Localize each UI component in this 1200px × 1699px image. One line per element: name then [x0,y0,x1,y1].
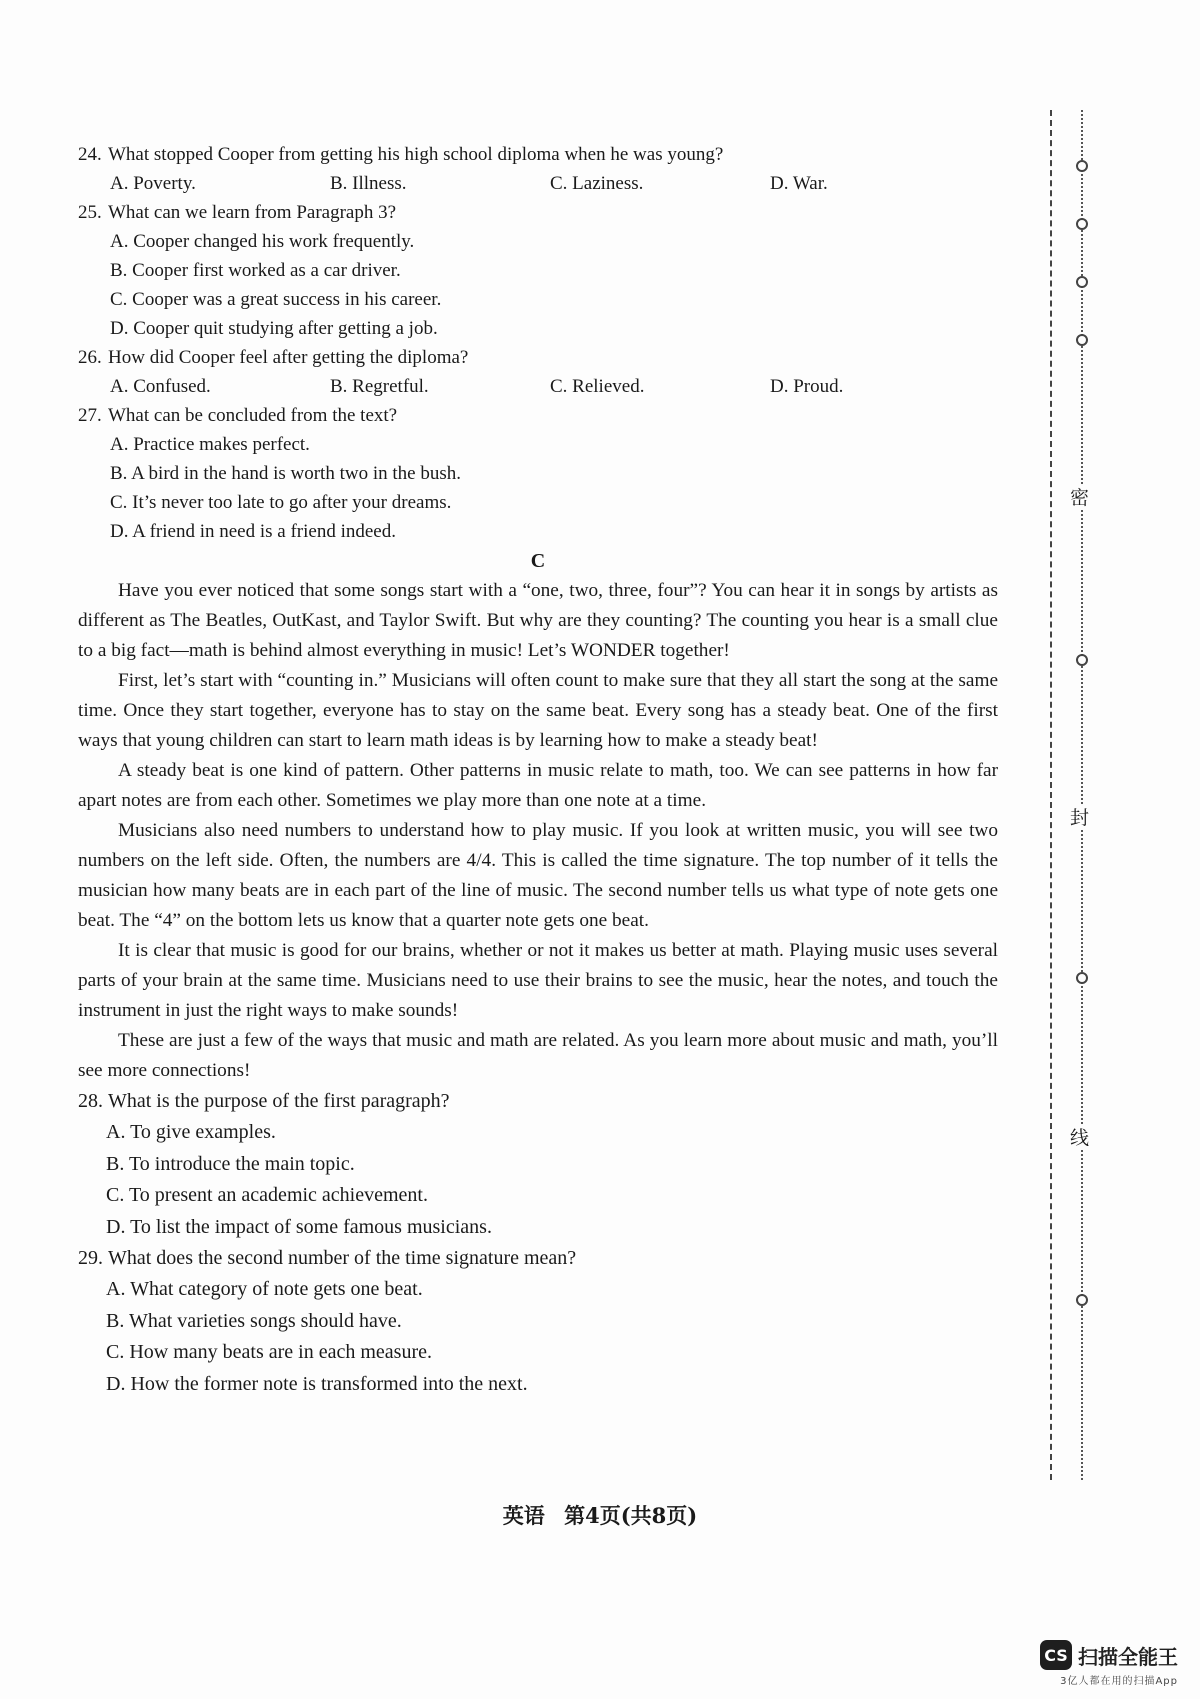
passage-paragraph: Musicians also need numbers to understand how to play music. If you look at written music, you will see two numbers on the left side. Often, the numbers are 4/4. This is called the time signature. The top number of it tells the musician how many beats are in each part of the line of music. The second number tells us what type of note gets one beat. The “4” on the bottom lets us know that a quarter note gets one beat. [78,820,998,931]
watermark-row [1040,1640,1178,1670]
option-d: D. How the former note is transformed into the next. [106,1372,528,1395]
binding-hole-icon [1076,160,1088,172]
question-stem [78,343,998,372]
option-c: C. Laziness. [550,173,644,194]
question-number: 29. [78,1247,103,1269]
questions-part-2 [78,1086,998,1400]
question-text: What can be concluded from the text? [108,405,398,426]
option-a: A. What category of note gets one beat. [106,1278,423,1300]
footer-subject: 英语 [502,1503,545,1528]
passage-paragraph: These are just a few of the ways that music and math are related. As you learn more about music and math, you’ll see more connections! [78,1030,998,1081]
option-b: B. Cooper first worked as a car driver. [110,260,401,281]
option-d: D. Cooper quit studying after getting a job. [110,318,438,339]
option-a: A. To give examples. [106,1121,276,1143]
question-number: 28. [78,1090,103,1112]
option-b: B. What varieties songs should have. [106,1309,402,1332]
option-a: A. Practice makes perfect. [110,434,310,455]
question-stem [78,198,998,227]
binding-hole-icon [1076,276,1088,288]
option-d: D. War. [770,173,828,194]
option-a: A. Confused. [110,376,211,397]
binding-dashed-line [1050,110,1052,1480]
option-b: B. To introduce the main topic. [106,1152,355,1175]
options-row [78,372,998,401]
question-text: What stopped Cooper from getting his high school diploma when he was young? [108,144,724,165]
binding-hole-icon [1076,218,1088,230]
watermark-tagline: 3亿人都在用的扫描App [1060,1676,1178,1687]
passage-paragraph: A steady beat is one kind of pattern. Other patterns in music relate to math, too. We can see patterns in how far apart notes are from each other. Sometimes we play more than one note at a time. [78,760,998,811]
question-28 [78,1086,998,1243]
question-stem [78,1086,998,1117]
section-title: C [530,550,546,572]
question-number: 26. [78,347,102,368]
option-b: B. Illness. [330,173,407,194]
page-content [78,140,998,1400]
option-d: D. To list the impact of some famous musicians. [106,1215,492,1238]
question-number: 27. [78,405,102,426]
question-text: What can we learn from Paragraph 3? [108,202,397,223]
option-a: A. Cooper changed his work frequently. [110,231,415,252]
question-24 [78,140,998,198]
passage-paragraph: Have you ever noticed that some songs start with a “one, two, three, four”? You can hear it in songs by artists as different as The Beatles, OutKast, and Taylor Swift. But why are they counting? The counting you hear is a small clue to a big fact—math is behind almost everything in music! Let’s WONDER together! [78,580,998,661]
option-d: D. A friend in need is a friend indeed. [110,521,396,542]
option-a: A. Poverty. [110,173,196,194]
option-c: C. How many beats are in each measure. [106,1341,432,1363]
option-d: D. Proud. [770,376,844,397]
question-stem [78,401,998,430]
passage-paragraph: It is clear that music is good for our brains, whether or not it makes us better at math. Playing music uses several parts of your brain at the same time. Musicians need to use their brains to see the music, hear the notes, and touch the instrument in just the right ways to make sounds! [78,940,998,1021]
option-b: B. A bird in the hand is worth two in the bush. [110,463,461,484]
option-c: C. To present an academic achievement. [106,1184,428,1206]
question-stem [78,140,998,169]
camscanner-logo-icon: CS [1040,1640,1072,1670]
option-c: C. Cooper was a great success in his career. [110,289,442,310]
binding-hole-icon [1076,972,1088,984]
margin-char-mi: 密 [1070,487,1090,509]
question-text: What is the purpose of the first paragraph? [108,1090,450,1112]
binding-hole-icon [1076,654,1088,666]
passage-paragraph: First, let’s start with “counting in.” Musicians will often count to make sure that they all start the song at the same time. Once they start together, everyone has to stay on the same beat. Every song has a steady beat. One of the first ways that young children can start to learn math ideas is by learning how to make a steady beat! [78,670,998,751]
binding-hole-icon [1076,334,1088,346]
question-text: What does the second number of the time signature mean? [108,1247,577,1269]
footer-page-number: 第4页(共8页) [564,1503,698,1528]
question-29 [78,1243,998,1400]
option-c: C. It’s never too late to go after your dreams. [110,492,452,513]
margin-char-feng: 封 [1070,807,1090,829]
scanner-watermark [1040,1640,1178,1687]
question-26 [78,343,998,401]
binding-hole-icon [1076,1294,1088,1306]
option-c: C. Relieved. [550,376,645,397]
option-b: B. Regretful. [330,376,429,397]
question-stem [78,1243,998,1274]
question-number: 25. [78,202,102,223]
margin-char-xian: 线 [1070,1127,1090,1149]
question-27 [78,401,998,546]
watermark-app-name: 扫描全能王 [1078,1644,1178,1669]
question-number: 24. [78,144,102,165]
binding-dotted-line [1081,110,1083,1480]
question-text: How did Cooper feel after getting the diploma? [108,347,469,368]
options-row [78,169,998,198]
question-25 [78,198,998,343]
page-footer [0,1500,1200,1530]
